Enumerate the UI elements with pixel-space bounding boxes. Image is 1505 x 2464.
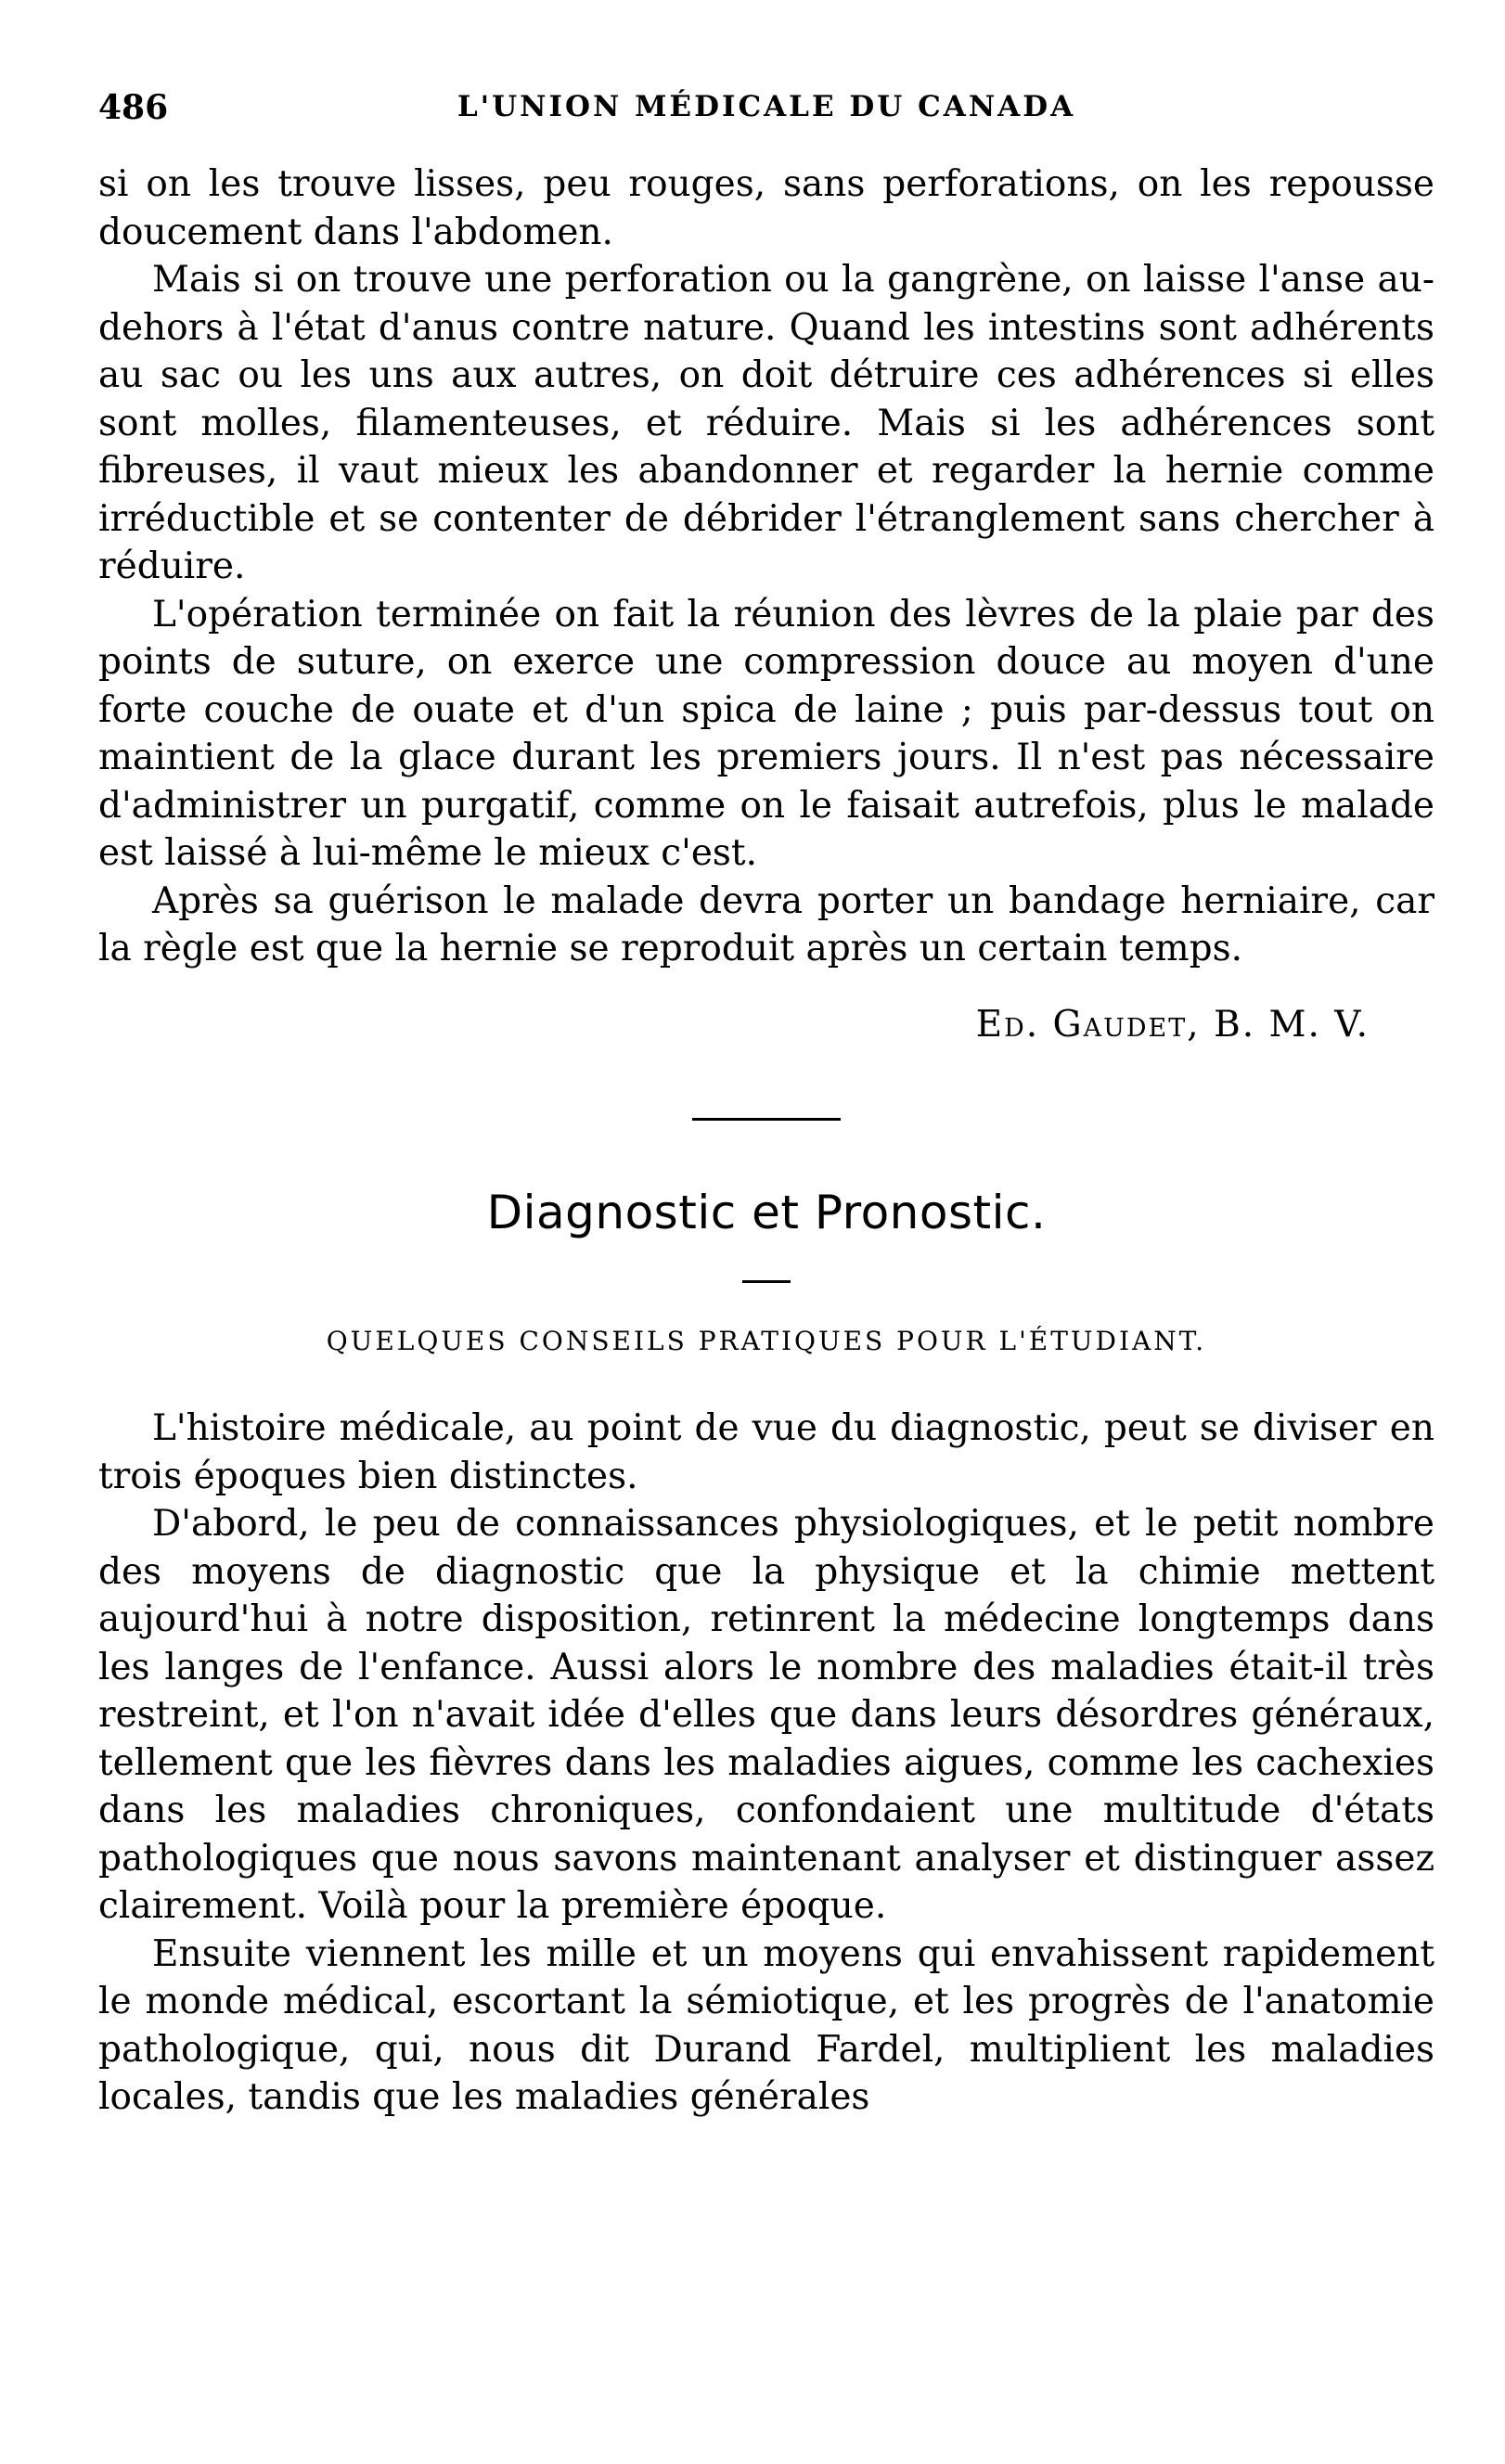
paragraph: L'histoire médicale, au point de vue du diagnostic, peut se diviser en trois époques bien distinctes. (98, 1407, 1434, 1497)
paragraph: D'abord, le peu de connaissances physiologiques, et le petit nombre des moyens de diagnostic que la physique et la chimie mettent aujourd'hui à notre disposition, retinrent la médecine longtemps dans les langes de l'enfance. Aussi alors le nombre des maladies était-il très restreint, et l'on n'avait idée d'elles que dans leurs désordres généraux, tellement que les fièvres dans les maladies aigues, comme les cachexies dans les maladies chroniques, confondaient une multitude d'états pathologiques que nous savons maintenant analyser et distinguer assez clairement. Voilà pour la première époque. (98, 1503, 1434, 1927)
paragraph: si on les trouve lisses, peu rouges, sans perforations, on les repousse doucement dans l'abdomen. (98, 163, 1434, 253)
article-subtitle: QUELQUES CONSEILS PRATIQUES POUR L'ÉTUDIANT. (326, 1326, 1207, 1356)
page-header (98, 88, 1434, 144)
paragraph: Mais si on trouve une perforation ou la gangrène, on laisse l'anse au-dehors à l'état d'anus contre nature. Quand les intestins sont adhérents au sac ou les uns aux autres, on doit détruire ces adhérences si elles sont molles, filamenteuses, et réduire. Mais si les adhérences sont fibreuses, il vaut mieux les abandonner et regarder la hernie comme irréductible et se contenter de débrider l'étranglement sans chercher à réduire. (98, 259, 1434, 587)
paragraph: Ensuite viennent les mille et un moyens qui envahissent rapidement le monde médical, escortant la sémiotique, et les progrès de l'anatomie pathologique, qui, nous dit Durand Fardel, multiplient les maladies locales, tandis que les maladies générales (98, 1932, 1434, 2118)
page-number: 486 (98, 88, 169, 127)
paragraph: Après sa guérison le malade devra porter un bandage herniaire, car la règle est que la hernie se reproduit après un certain temps. (98, 879, 1434, 969)
article-hernia-conclusion (98, 160, 1434, 1048)
section-divider (692, 1118, 841, 1121)
article-title: Diagnostic et Pronostic. (486, 1186, 1047, 1239)
paragraph: L'opération terminée on fait la réunion des lèvres de la plaie par des points de suture, on exerce une compression douce au moyen d'une forte couche de ouate et d'un spica de laine ; puis par-dessus tout on maintient de la glace durant les premiers jours. Il n'est pas nécessaire d'administrer un purgatif, comme on le faisait autrefois, plus le malade est laissé à lui-même le mieux c'est. (98, 593, 1434, 874)
author-signature: Ed. Gaudet, B. M. V. (975, 1003, 1370, 1046)
running-head: L'UNION MÉDICALE DU CANADA (457, 90, 1076, 123)
article-diagnostic (98, 1186, 1434, 2122)
book-page (98, 88, 1434, 2122)
title-divider (742, 1280, 791, 1283)
